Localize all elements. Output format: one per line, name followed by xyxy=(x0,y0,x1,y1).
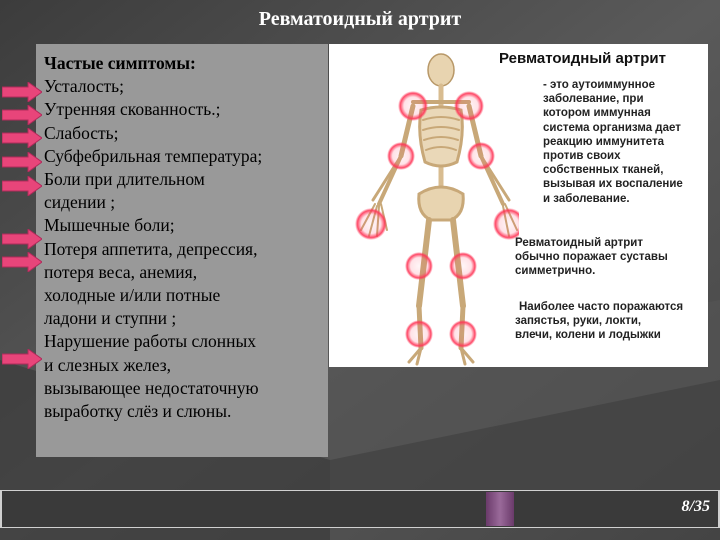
skeleton-figure xyxy=(329,44,519,367)
definition-line: - это аутоиммунное xyxy=(543,79,656,91)
definition-line: против своих xyxy=(543,150,621,163)
symptom-line: потеря веса, анемия, xyxy=(44,261,198,282)
symptom-line: Потеря аппетита, депрессия, xyxy=(44,238,258,259)
symptoms-panel xyxy=(36,44,328,457)
joint-glow-icon xyxy=(405,320,433,348)
symptom-line: выработку слёз и слюны. xyxy=(44,401,232,422)
symptom-line: Субфебрильная температура; xyxy=(44,145,263,166)
bullet-arrow-icon xyxy=(2,252,42,272)
symptom-line: ладони и ступни ; xyxy=(44,308,177,329)
bullet-arrow-icon xyxy=(2,176,42,196)
bullet-arrow-icon xyxy=(2,128,42,148)
slide-title: Ревматоидный артрит xyxy=(258,8,462,30)
bullet-arrow-icon xyxy=(2,229,42,249)
symptom-line: холодные и/или потные xyxy=(44,285,221,306)
bullet-arrow-icon xyxy=(2,152,42,172)
footer-divider xyxy=(0,491,2,527)
skeleton-illustration xyxy=(329,44,708,367)
joint-glow-icon xyxy=(454,91,484,121)
joints-line: Наиболее часто поражаются xyxy=(519,301,684,313)
joints-line: запястья, руки, локти, xyxy=(515,315,642,328)
definition-line: и заболевание. xyxy=(543,192,630,205)
definition-line: заболевание, при xyxy=(543,93,644,106)
joints-text xyxy=(515,300,683,343)
symmetry-line: обычно поражает суставы xyxy=(515,251,668,264)
footer-decoration xyxy=(486,492,514,526)
definition-line: вызывая их воспаление xyxy=(543,178,683,191)
joint-glow-icon xyxy=(355,208,387,240)
footer-bar xyxy=(0,490,720,528)
joint-glow-icon xyxy=(449,252,477,280)
symptom-line: сидении ; xyxy=(44,192,116,213)
joint-glow-icon xyxy=(467,142,495,170)
symptom-line: Нарушение работы слонных xyxy=(44,331,256,352)
symptoms-heading: Частые симптомы: xyxy=(44,53,196,73)
definition-line: котором иммунная xyxy=(543,107,651,120)
definition-line: собственных тканей, xyxy=(543,164,664,177)
symptom-line: Мышечные боли; xyxy=(44,215,175,236)
symptom-line: и слезных желез, xyxy=(44,354,172,375)
joint-glow-icon xyxy=(387,142,415,170)
joint-glow-icon xyxy=(449,320,477,348)
symptom-line: Утренняя скованность.; xyxy=(44,99,221,120)
page-number: 8/35 xyxy=(681,498,710,515)
symmetry-text xyxy=(515,236,668,279)
illustration-title: Ревматоидный артрит xyxy=(499,50,666,67)
definition-text xyxy=(543,78,683,206)
joint-glow-icon xyxy=(405,252,433,280)
definition-line: реакцию иммунитета xyxy=(543,135,664,148)
bullet-arrow-icon xyxy=(2,105,42,125)
joint-glow-icon xyxy=(398,91,428,121)
symptom-line: вызывающее недостаточную xyxy=(44,377,259,398)
joints-line: влечи, колени и лодыжки xyxy=(515,329,661,342)
symmetry-line: симметрично. xyxy=(515,265,596,278)
symptom-line: Боли при длительном xyxy=(44,169,205,190)
bullet-arrow-icon xyxy=(2,82,42,102)
definition-line: система организма дает xyxy=(543,121,681,134)
symmetry-line: Ревматоидный артрит xyxy=(515,237,643,249)
symptom-line: Слабость; xyxy=(44,122,119,143)
symptom-line: Усталость; xyxy=(44,76,125,97)
bullet-arrow-icon xyxy=(2,349,42,369)
